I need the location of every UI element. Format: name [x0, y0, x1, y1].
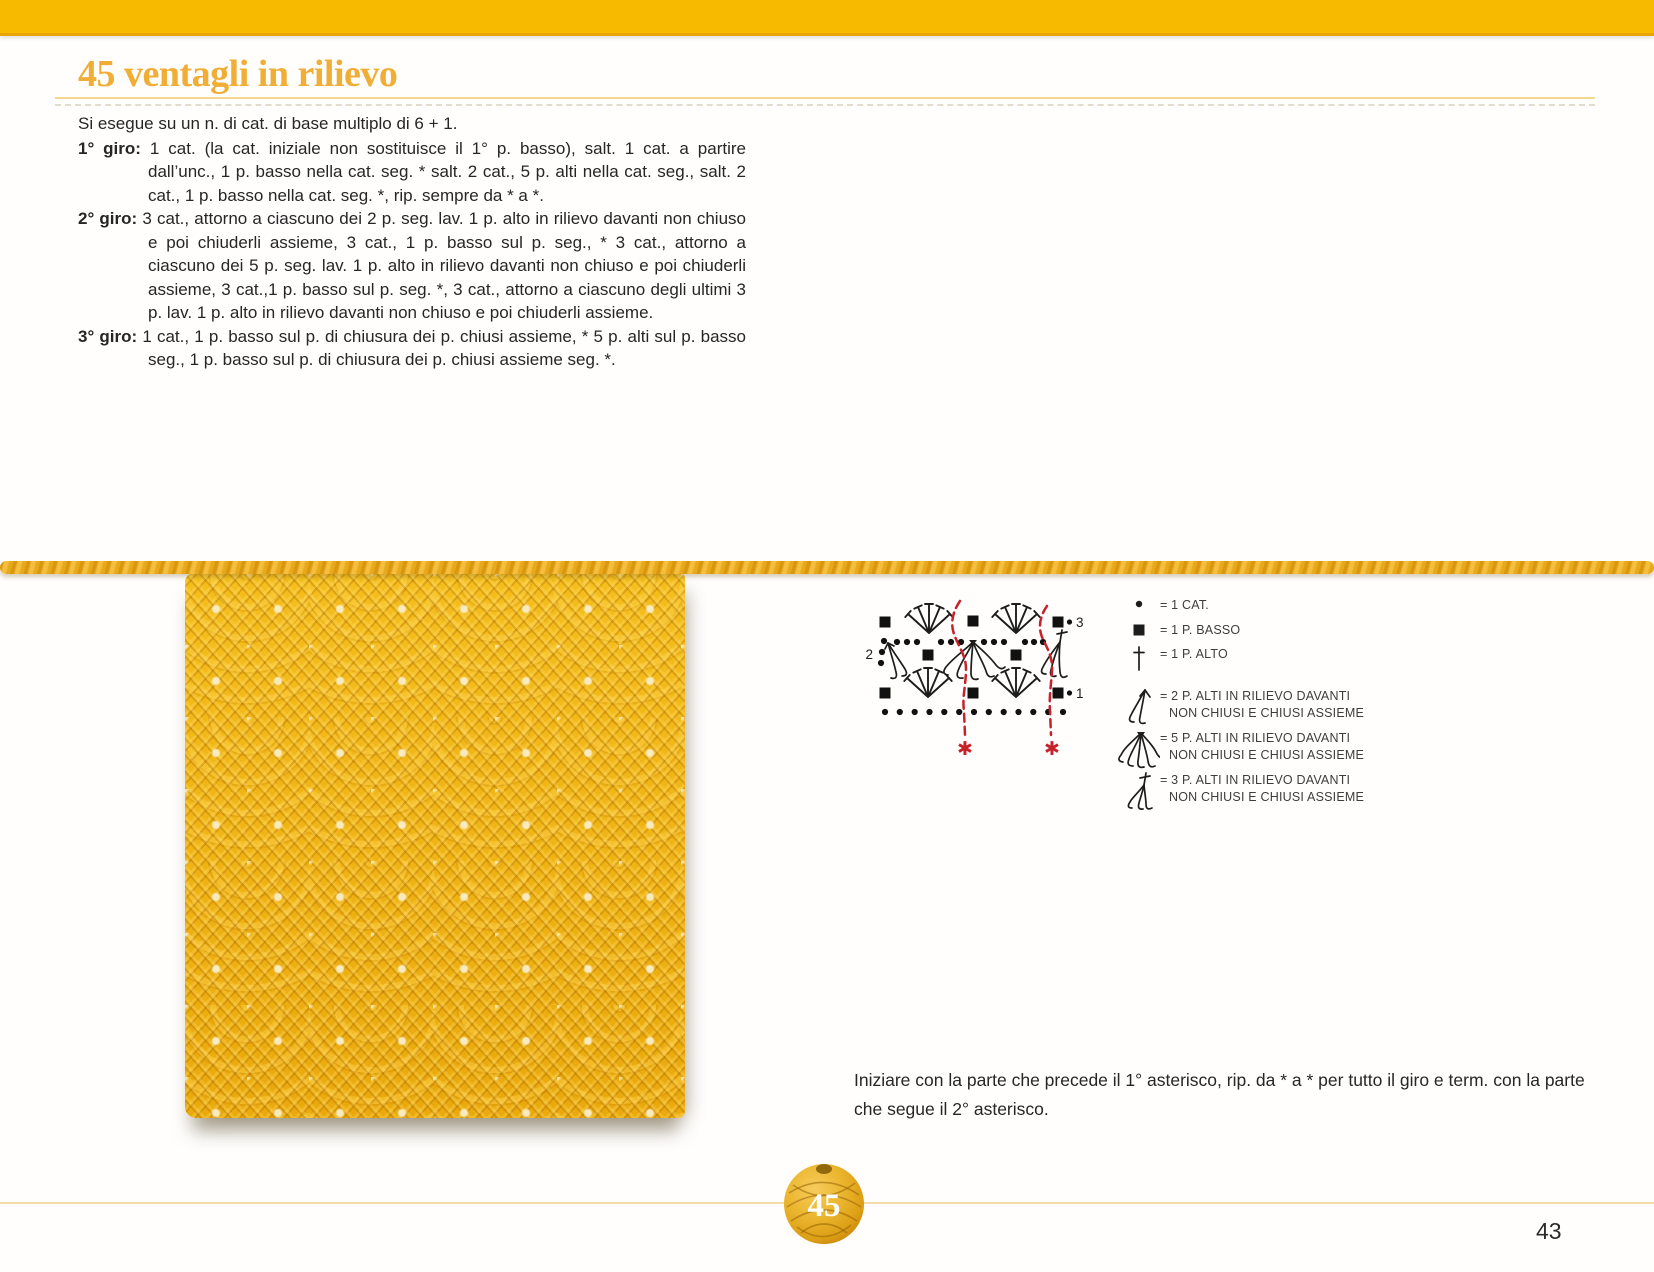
crochet-chart — [853, 585, 1097, 775]
round-1-label: 1° giro: — [78, 138, 141, 158]
legend-label: = 1 P. BASSO — [1160, 623, 1241, 637]
chain-dot-icon — [1118, 596, 1160, 610]
legend-item-single-crochet — [1118, 621, 1240, 639]
double-crochet-cross-icon — [1118, 645, 1160, 673]
legend-item-relief-2 — [1118, 687, 1364, 727]
round-1 — [78, 137, 746, 208]
legend-label: = 3 P. ALTI IN RILIEVO DAVANTI NON CHIUSI E CHIUSI ASSIEME — [1160, 773, 1365, 804]
row3-label: 3 — [1076, 615, 1084, 630]
title-dashed-rule — [55, 104, 1595, 106]
repeat-asterisk-right: ✱ — [1044, 739, 1060, 760]
legend-item-relief-3 — [1118, 771, 1364, 813]
page-number: 43 — [1536, 1218, 1562, 1244]
round-2 — [78, 207, 746, 325]
relief-2-cluster-icon — [1118, 687, 1160, 727]
relief-3-cluster-right — [1042, 630, 1067, 677]
row2-label: 2 — [865, 647, 873, 662]
legend-label: = 5 P. ALTI IN RILIEVO DAVANTI NON CHIUSI E CHIUSI ASSIEME — [1160, 731, 1365, 762]
round-3-label: 3° giro: — [78, 326, 138, 346]
repeat-asterisk-left: ✱ — [957, 739, 973, 760]
round-3 — [78, 325, 746, 372]
repeat-note: Iniziare con la parte che precede il 1° asterisco, rip. da * a * per tutto il giro e term. con la parte che segue il 2° asterisco. — [854, 1070, 1585, 1119]
single-crochet-square-icon — [1118, 621, 1160, 637]
relief-3-cluster-icon — [1118, 771, 1160, 813]
legend-item-relief-5 — [1118, 729, 1364, 771]
yarn-strand — [0, 561, 1654, 574]
round-3-text: 1 cat., 1 p. basso sul p. di chiusura dei p. chiusi assieme, * 5 p. alti sul p. basso seg., 1 p. basso sul p. di chiusura dei p. chiusi assieme seg. *. — [142, 326, 746, 369]
chart-foundation-chains — [882, 709, 1066, 715]
legend-item-double-crochet — [1118, 645, 1228, 673]
page-title: 45 ventagli in rilievo — [78, 53, 398, 95]
row1-label: 1 — [1076, 686, 1084, 701]
relief-5-cluster-icon — [1118, 729, 1160, 771]
legend-item-chain — [1118, 596, 1209, 614]
round-2-text: 3 cat., attorno a ciascuno dei 2 p. seg. lav. 1 p. alto in rilievo davanti non chiuso e poi chiuderli assieme, 3 cat., 1 p. basso sul p. seg., * 3 cat., attorno a ciascuno dei 5 p. seg. lav. 1 p. alto in rilievo davanti non chiuso e poi chiuderli assieme, 3 cat.,1 p. basso sul p. seg. *, 3 cat., attorno a ciascuno degli ultimi 3 p. lav. 1 p. alto in rilievo davanti non chiuso e poi chiuderli assieme. — [142, 209, 746, 322]
chart-row1-squares — [880, 688, 1064, 699]
top-gold-band — [0, 0, 1654, 36]
base-chain-note: Si esegue su un n. di cat. di base multiplo di 6 + 1. — [78, 114, 458, 133]
round-2-label: 2° giro: — [78, 209, 138, 228]
yarn-ball-icon — [783, 1163, 865, 1245]
round-1-text: 1 cat. (la cat. iniziale non sostituisce il 1° p. basso), salt. 1 cat. a partire dall’unc., 1 p. basso nella cat. seg. * salt. 2 cat., 5 p. alti nella cat. seg., salt. 2 cat., 1 p. basso nella cat. seg. *, rip. sempre da * a *. — [148, 138, 746, 205]
chart-row3-squares — [880, 616, 1064, 628]
legend-label: = 1 P. ALTO — [1160, 647, 1228, 661]
ball-number: 45 — [807, 1188, 841, 1224]
pattern-instructions — [78, 112, 746, 372]
title-rule — [55, 97, 1595, 99]
legend-label: = 2 P. ALTI IN RILIEVO DAVANTI NON CHIUSI E CHIUSI ASSIEME — [1160, 689, 1365, 720]
relief-2-cluster-left — [885, 643, 906, 678]
crochet-swatch-photo — [185, 573, 685, 1118]
legend-label: = 1 CAT. — [1160, 598, 1209, 612]
